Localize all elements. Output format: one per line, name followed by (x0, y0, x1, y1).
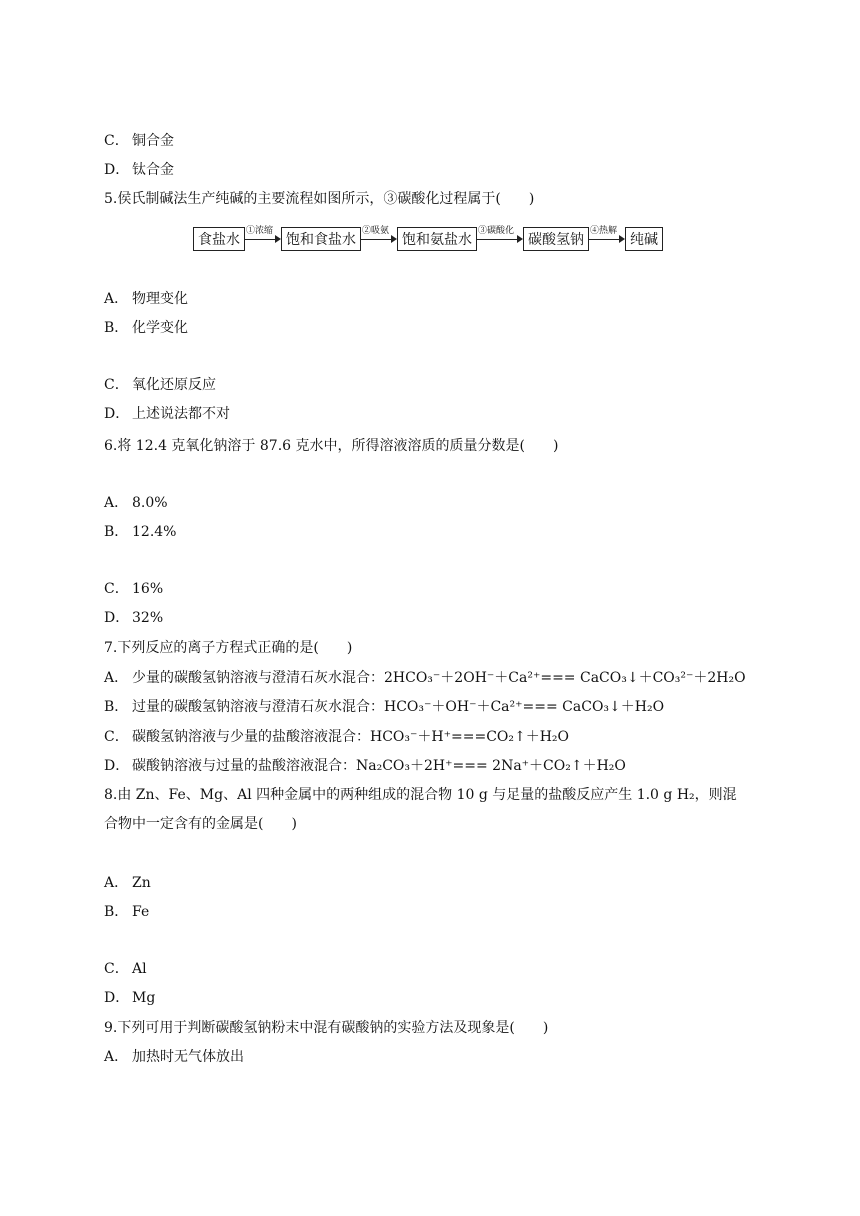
option-text: 过量的碳酸氢钠溶液与澄清石灰水混合：HCO₃⁻＋OH⁻＋Ca²⁺=== CaCO₃↓＋H₂O (132, 699, 665, 715)
option-label: A． (104, 291, 129, 307)
option-text: Zn (132, 875, 151, 891)
q7-option-c (104, 728, 569, 746)
option-label: D． (104, 162, 130, 178)
q8-option-a (104, 874, 151, 892)
option-label: C． (104, 133, 129, 149)
q7-stem: 7.下列反应的离子方程式正确的是( ) (104, 640, 353, 656)
flow-arrow-label: ③碳酸化 (478, 226, 515, 236)
flow-arrow-label: ②吸氨 (362, 226, 390, 236)
q6-option-a (104, 494, 168, 512)
q8-option-d (104, 989, 155, 1007)
option-label: B． (104, 904, 129, 920)
option-label: C． (104, 729, 129, 745)
option-label: A． (104, 875, 129, 891)
option-text: 氧化还原反应 (132, 377, 216, 393)
q6-option-d (104, 609, 163, 627)
option-label: C． (104, 961, 129, 977)
option-label: B． (104, 524, 129, 540)
q6-option-b (104, 523, 176, 541)
option-text: Mg (132, 990, 156, 1006)
flow-arrow-3 (477, 226, 523, 252)
option-text: 上述说法都不对 (132, 406, 230, 422)
option-label: A． (104, 1049, 129, 1065)
q7-option-a (104, 669, 746, 687)
q7-option-b (104, 698, 664, 716)
flow-box-2: 饱和食盐水 (281, 227, 361, 251)
q5-flow-diagram (193, 226, 663, 252)
option-label: B． (104, 320, 129, 336)
flow-arrow-label: ④热解 (590, 226, 618, 236)
flow-box-5: 纯碱 (625, 227, 663, 251)
option-label: D． (104, 406, 130, 422)
option-text: Fe (132, 904, 150, 920)
option-text: 加热时无气体放出 (132, 1049, 244, 1065)
option-text: 少量的碳酸氢钠溶液与澄清石灰水混合：2HCO₃⁻＋2OH⁻＋Ca²⁺=== CaCO₃↓＋CO₃²⁻＋2H₂O (132, 670, 746, 686)
flow-arrow-1 (245, 226, 281, 252)
q4-option-c (104, 132, 174, 150)
q8-option-b (104, 903, 149, 921)
option-text: 12.4% (132, 524, 177, 540)
q4-option-d (104, 161, 174, 179)
option-text: 物理变化 (132, 291, 188, 307)
q5-option-c (104, 376, 216, 394)
option-label: A． (104, 495, 129, 511)
option-label: D． (104, 990, 130, 1006)
q8-stem-line-1: 8.由 Zn、Fe、Mg、Al 四种金属中的两种组成的混合物 10 g 与足量的盐酸反应产生 1.0 g H₂，则混 (104, 787, 737, 803)
option-label: A． (104, 670, 129, 686)
q6-option-c (104, 580, 163, 598)
option-text: 碳酸氢钠溶液与少量的盐酸溶液混合：HCO₃⁻＋H⁺===CO₂↑＋H₂O (132, 729, 570, 745)
q8-stem-line-2: 合物中一定含有的金属是( ) (104, 816, 297, 832)
option-text: 8.0% (132, 495, 168, 511)
flow-arrow-2 (361, 226, 397, 252)
q5-option-d (104, 405, 230, 423)
option-label: D． (104, 610, 130, 626)
option-text: 32% (132, 610, 164, 626)
flow-box-1: 食盐水 (193, 227, 245, 251)
option-label: C． (104, 377, 129, 393)
option-text: 铜合金 (132, 133, 174, 149)
q7-option-d (104, 757, 626, 775)
q5-option-a (104, 290, 188, 308)
option-text: 化学变化 (132, 320, 188, 336)
option-label: C． (104, 581, 129, 597)
flow-box-4: 碳酸氢钠 (523, 227, 589, 251)
option-text: 碳酸钠溶液与过量的盐酸溶液混合：Na₂CO₃＋2H⁺=== 2Na⁺＋CO₂↑＋H₂O (132, 758, 626, 774)
flow-arrow-4 (589, 226, 625, 252)
q9-stem: 9.下列可用于判断碳酸氢钠粉末中混有碳酸钠的实验方法及现象是( ) (104, 1020, 549, 1036)
q5-option-b (104, 319, 188, 337)
q5-stem: 5.侯氏制碱法生产纯碱的主要流程如图所示，③碳酸化过程属于( ) (104, 191, 535, 207)
option-text: 钛合金 (132, 162, 174, 178)
q8-option-c (104, 960, 147, 978)
option-label: D． (104, 758, 130, 774)
q6-stem: 6.将 12.4 克氧化钠溶于 87.6 克水中，所得溶液溶质的质量分数是( ) (104, 438, 559, 454)
option-label: B． (104, 699, 129, 715)
flow-box-3: 饱和氨盐水 (397, 227, 477, 251)
q9-option-a (104, 1048, 244, 1066)
option-text: 16% (132, 581, 164, 597)
flow-arrow-label: ①浓缩 (246, 226, 274, 236)
option-text: Al (132, 961, 147, 977)
